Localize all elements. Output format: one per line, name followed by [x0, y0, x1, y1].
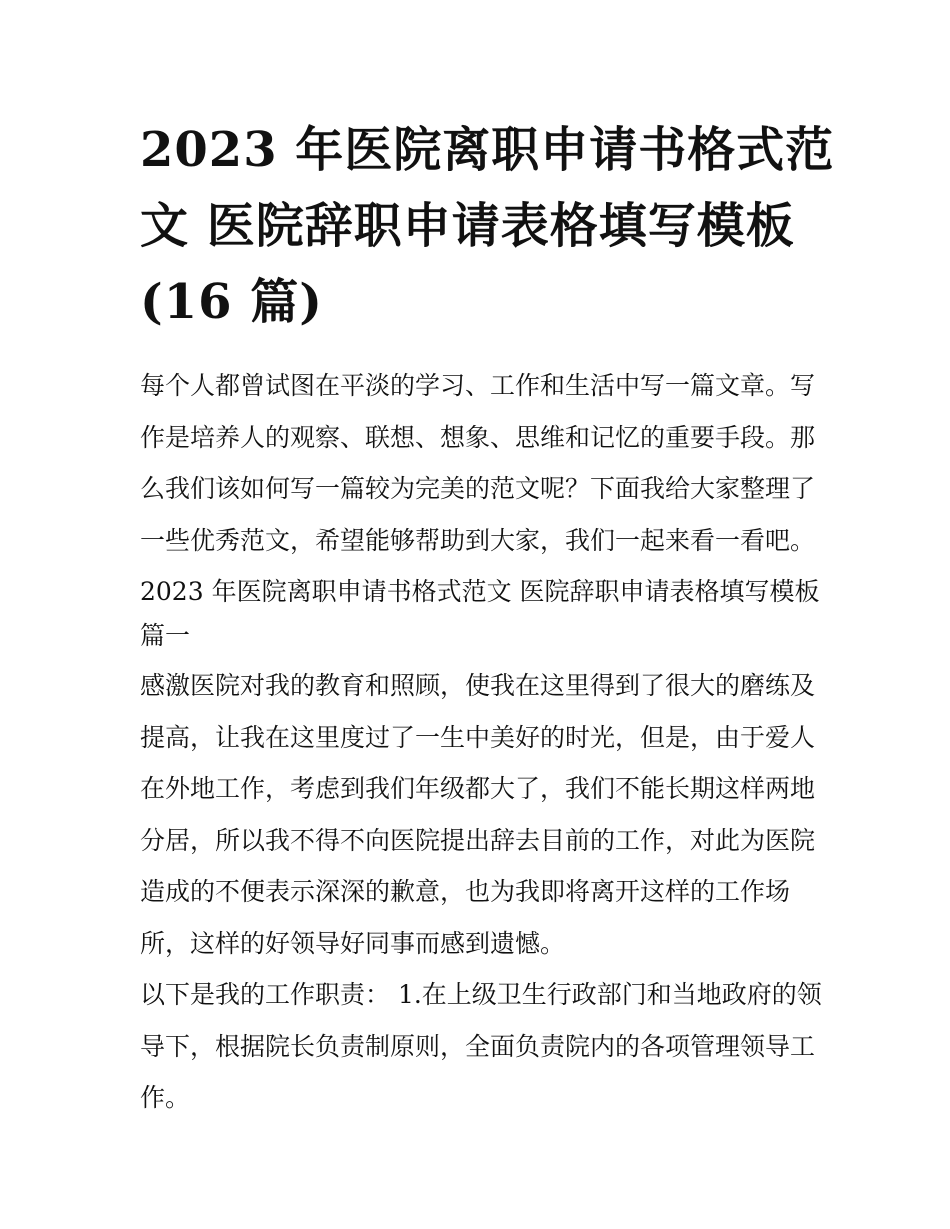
text-line: 篇一: [140, 621, 191, 650]
text-line: 一些优秀范文，希望能够帮助到大家，我们一起来看一看吧。: [140, 525, 816, 555]
document-title: [140, 112, 835, 340]
title-line: 文 医院辞职申请表格填写模板: [140, 198, 795, 254]
text-line: 导下，根据院长负责制原则，全面负责院内的各项管理领导工: [140, 1031, 816, 1061]
text-line: 么我们该如何写一篇较为完美的范文呢？下面我给大家整理了: [140, 474, 816, 503]
document-page: [140, 112, 835, 1124]
section-heading: [140, 570, 820, 658]
text-line: 分居，所以我不得不向医院提出辞去目前的工作，对此为医院: [140, 825, 816, 855]
text-line: 在外地工作，考虑到我们年级都大了，我们不能长期这样两地: [140, 774, 816, 803]
text-line: 以下是我的工作职责： 1.在上级卫生行政部门和当地政府的领: [140, 980, 822, 1009]
text-line: 感激医院对我的教育和照顾，使我在这里得到了很大的磨练及: [140, 671, 816, 700]
text-line: 作。: [140, 1083, 191, 1112]
text-line: 每个人都曾试图在平淡的学习、工作和生活中写一篇文章。写: [140, 371, 816, 400]
text-line: 提高，让我在这里度过了一生中美好的时光，但是，由于爱人: [140, 722, 816, 752]
text-line: 造成的不便表示深深的歉意，也为我即将离开这样的工作场: [140, 877, 791, 906]
title-line: 2023 年医院离职申请书格式范: [140, 122, 835, 178]
body-paragraph-1: [140, 660, 816, 969]
text-line: 所，这样的好领导好同事而感到遗憾。: [140, 928, 566, 958]
text-line: 2023 年医院离职申请书格式范文 医院辞职申请表格填写模板: [140, 577, 820, 606]
document-body: [140, 360, 822, 1124]
intro-paragraph: [140, 360, 816, 566]
title-line: (16 篇): [140, 274, 323, 330]
text-line: 作是培养人的观察、联想、想象、思维和记忆的重要手段。那: [140, 422, 816, 452]
body-paragraph-2: [140, 969, 822, 1124]
